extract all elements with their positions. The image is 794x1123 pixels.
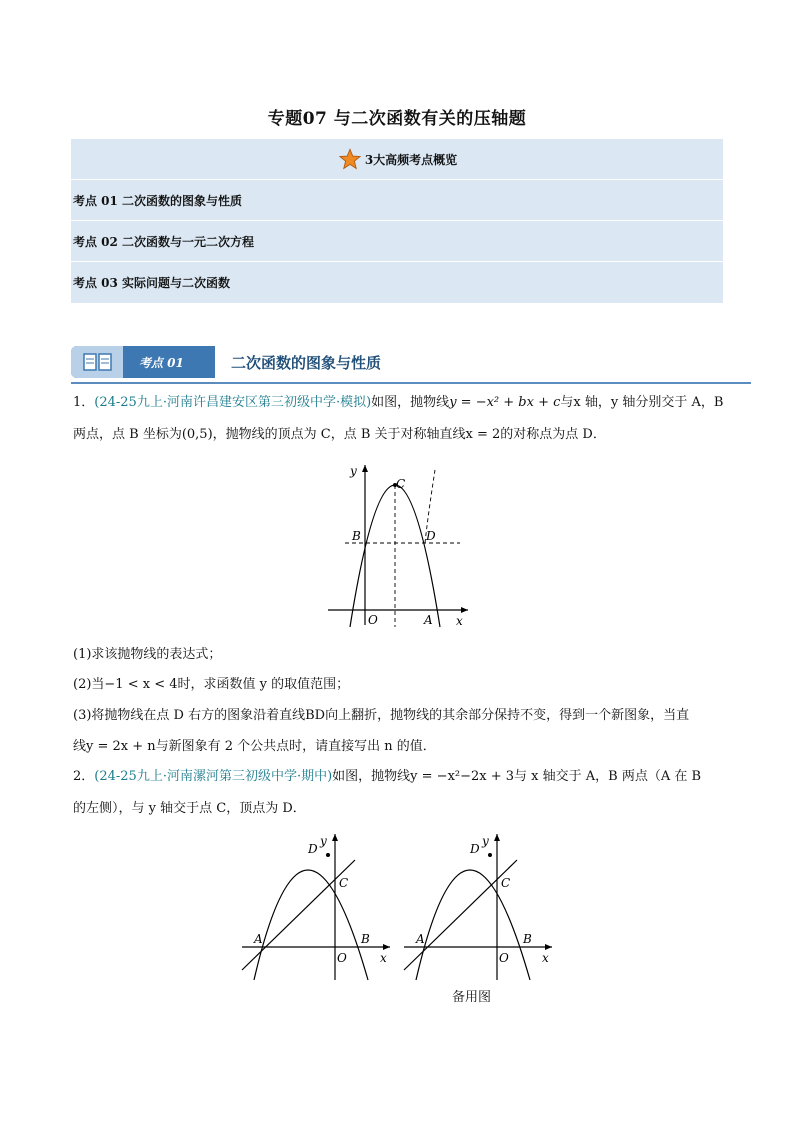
question-number: 1．	[73, 395, 95, 410]
question-text: x 轴，y 轴分别交于 A，B	[573, 395, 724, 410]
section-tab-label: 考点 01	[139, 356, 184, 370]
axis-label-y: y	[482, 834, 489, 848]
overview-item-text: 考点 01 二次函数的图象与性质	[73, 193, 243, 208]
question-text: 如图，抛物线y = −x²−2x + 3与 x 轴交于 A，B 两点（A 在 B	[332, 769, 702, 784]
point-label-b: B	[352, 529, 361, 543]
section-header	[71, 346, 751, 386]
point-label-a: A	[254, 932, 263, 946]
point-label-b: B	[523, 932, 532, 946]
origin-label: O	[337, 951, 347, 965]
axis-label-x: x	[542, 951, 549, 965]
overview-header	[71, 139, 723, 180]
origin-label: O	[499, 951, 509, 965]
question-source: (24-25九上·河南漯河第三初级中学·期中)	[94, 769, 333, 784]
question-2-line-2: 的左侧），与 y 轴交于点 C，顶点为 D．	[73, 801, 306, 816]
point-label-d: D	[470, 842, 480, 856]
section-divider	[71, 382, 751, 384]
overview-table	[71, 139, 723, 303]
point-label-a: A	[416, 932, 425, 946]
axis-label-x: x	[456, 614, 463, 628]
point-label-a: A	[424, 613, 433, 627]
point-label-c: C	[501, 876, 511, 890]
question-2-line-1	[73, 767, 701, 787]
figure-q2-backup	[402, 830, 562, 985]
question-1-sub-3a: (3)将抛物线在点 D 右方的图象沿着直线BD向上翻折，抛物线的其余部分保持不变，得到一个新图象，当直	[73, 708, 690, 723]
point-label-d: D	[308, 842, 318, 856]
question-1-line-2: 两点，点 B 坐标为(0,5)，抛物线的顶点为 C，点 B 关于对称轴直线x = 2的对称点为点 D．	[73, 427, 606, 442]
origin-label: O	[368, 613, 378, 627]
book-icon	[83, 353, 113, 371]
overview-item-text: 考点 03 实际问题与二次函数	[73, 276, 231, 290]
section-title: 二次函数的图象与性质	[231, 354, 382, 372]
star-icon	[339, 148, 361, 170]
overview-item	[71, 180, 723, 221]
question-source: (24-25九上·河南许昌建安区第三初级中学·模拟)	[94, 395, 372, 410]
axis-label-y: y	[350, 464, 357, 478]
figure-caption: 备用图	[452, 990, 492, 1005]
question-1-sub-2: (2)当−1 < x < 4时，求函数值 y 的取值范围；	[73, 677, 350, 692]
question-number: 2．	[73, 769, 95, 784]
page-title: 专题07 与二次函数有关的压轴题	[267, 109, 527, 129]
question-text: 如图，抛物线	[371, 395, 450, 410]
question-text: 与	[560, 395, 574, 410]
overview-item-text: 考点 02 二次函数与一元二次方程	[73, 234, 255, 249]
question-1-sub-3b: 线y = 2x + n与新图象有 2 个公共点时，请直接写出 n 的值．	[73, 739, 436, 754]
point-label-c: C	[339, 876, 349, 890]
figure-q2-main	[240, 830, 400, 985]
axis-label-x: x	[380, 951, 387, 965]
axis-label-y: y	[320, 834, 327, 848]
figure-q1-parabola	[320, 455, 480, 635]
overview-item	[71, 221, 723, 262]
question-1-sub-1: (1)求该抛物线的表达式；	[73, 647, 222, 662]
overview-header-text: 3大高频考点概览	[364, 152, 458, 167]
point-label-d: D	[426, 529, 436, 543]
point-label-c: C	[396, 477, 406, 491]
question-1-line-1	[73, 393, 723, 413]
point-label-b: B	[361, 932, 370, 946]
equation: y = −x² + bx + c	[449, 395, 561, 410]
overview-item	[71, 262, 723, 303]
